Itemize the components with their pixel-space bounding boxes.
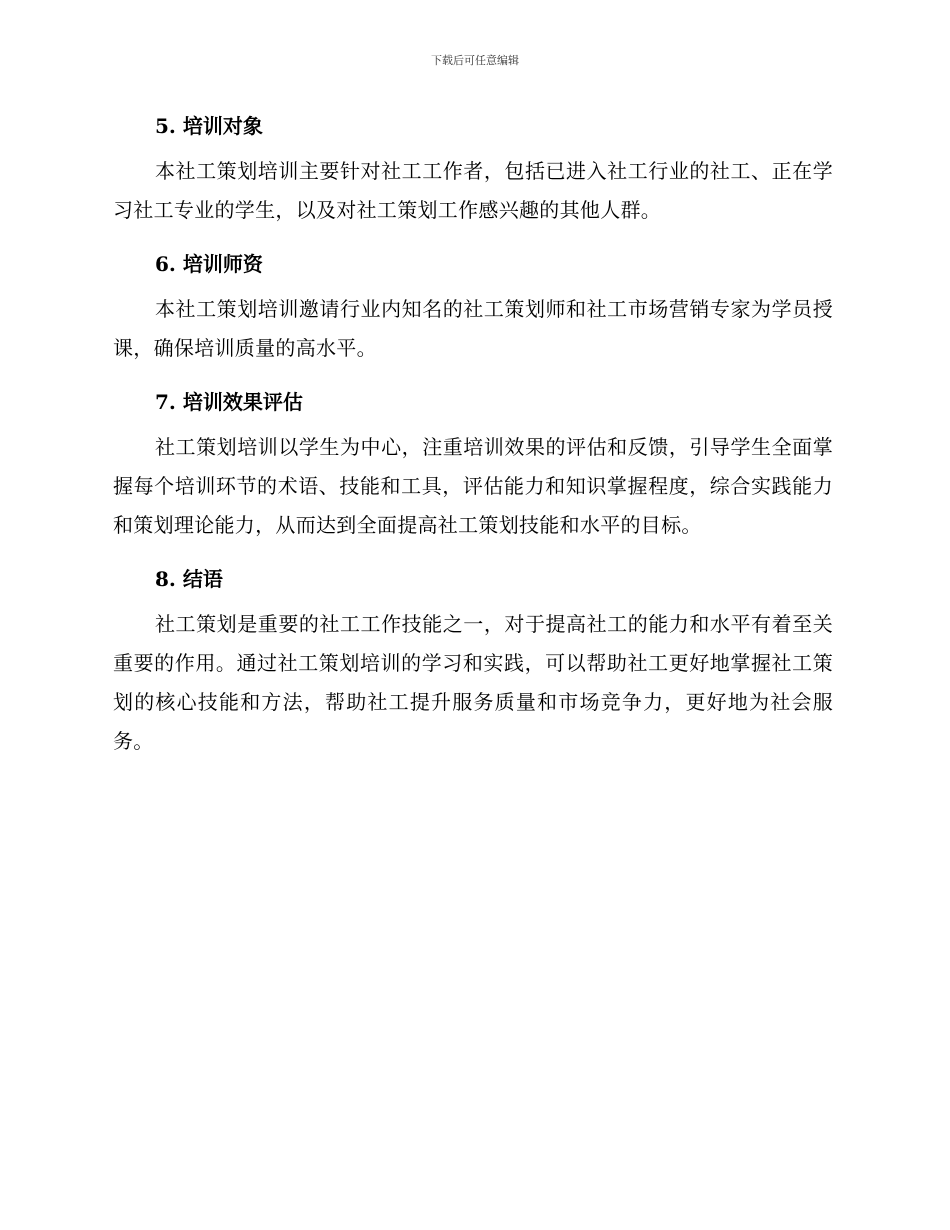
- header-note: 下载后可任意编辑: [431, 54, 519, 67]
- section-heading: 8. 结语: [155, 567, 223, 591]
- document-body: [113, 106, 833, 775]
- section-heading: 5. 培训对象: [155, 114, 263, 138]
- section-paragraph: 社工策划培训以学生为中心，注重培训效果的评估和反馈，引导学生全面掌握每个培训环节的术语、技能和工具，评估能力和知识掌握程度，综合实践能力和策划理论能力，从而达到全面提高社工策划技能和水平的目标。: [113, 435, 833, 537]
- section-heading: 6. 培训师资: [155, 252, 263, 276]
- section-paragraph: 本社工策划培训主要针对社工工作者，包括已进入社工行业的社工、正在学习社工专业的学生，以及对社工策划工作感兴趣的其他人群。: [113, 159, 833, 222]
- section-paragraph: 本社工策划培训邀请行业内知名的社工策划师和社工市场营销专家为学员授课，确保培训质量的高水平。: [113, 297, 833, 360]
- section-heading: 7. 培训效果评估: [155, 390, 303, 414]
- section-paragraph: 社工策划是重要的社工工作技能之一，对于提高社工的能力和水平有着至关重要的作用。通过社工策划培训的学习和实践，可以帮助社工更好地掌握社工策划的核心技能和方法，帮助社工提升服务质量和市场竞争力，更好地为社会服务。: [113, 612, 833, 753]
- section-training-targets: [113, 106, 833, 230]
- section-training-faculty: [113, 244, 833, 368]
- section-conclusion: [113, 559, 833, 761]
- section-training-evaluation: [113, 382, 833, 545]
